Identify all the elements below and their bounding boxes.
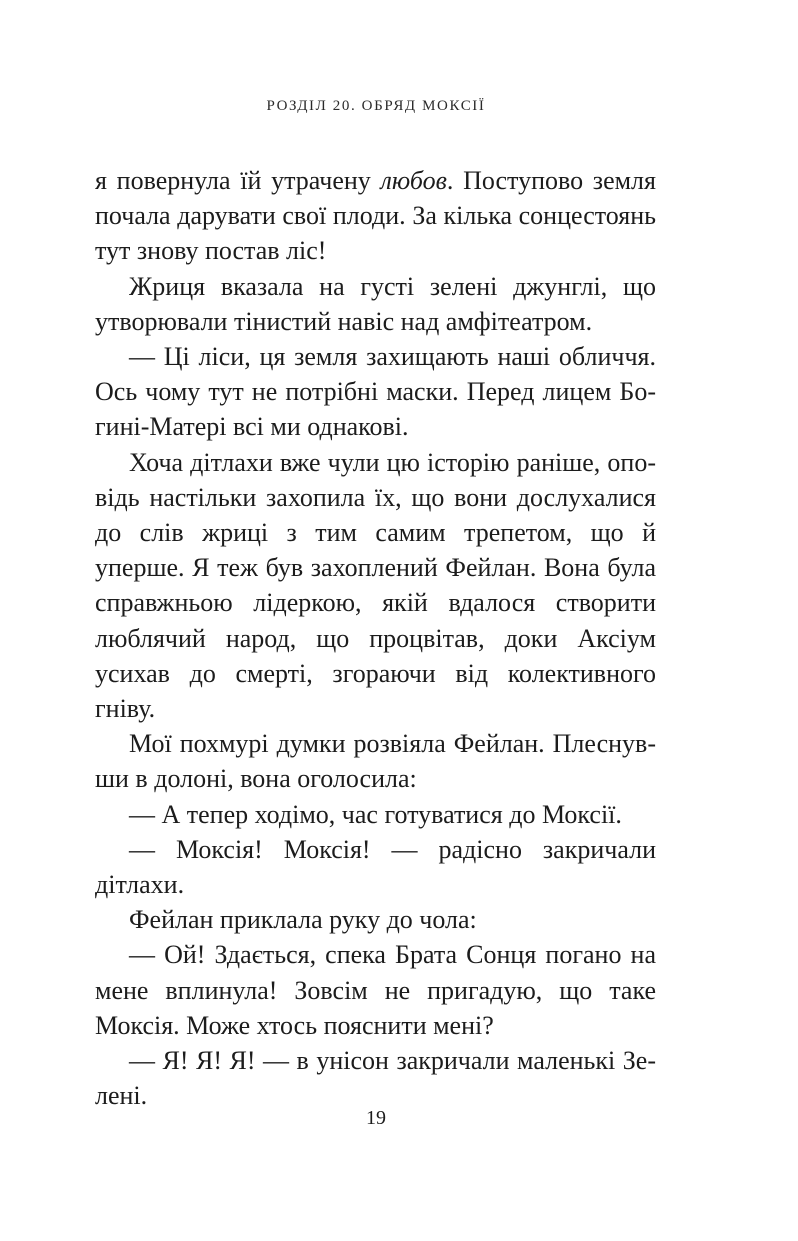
paragraph: — Я! Я! Я! — в унісон закричали маленькі Зелені. [95,1046,656,1111]
paragraph: — Моксія! Моксія! — радісно закричали дітлахи. [95,834,656,900]
body-text [95,163,656,1113]
paragraph: — А тепер ходімо, час готуватися до Моксії. [129,799,622,829]
paragraph [95,163,656,269]
paragraph-text: . Поступово земля почала дарувати свої плоди. За кілька сонцестоянь тут знову постав ліс! [95,166,656,266]
paragraph: — Ой! Здається, спека Брата Сонця погано на мене вплинула! Зовсім не пригадую, що таке Моксія. Може хтось пояснити мені? [95,940,656,1040]
paragraph: Мої похмурі думки розвіяла Фейлан. Плеснувши в долоні, вона оголосила: [95,729,656,794]
paragraph: Жриця вказала на густі зелені джунглі, що утворювали тінистий навіс над амфітеатром. [95,271,656,336]
paragraph: Хоча дітлахи вже чули цю історію раніше, оповідь настільки захопила їх, що вони дослухалися до слів жриці з тим самим трепетом, що й уперше. Я теж був захоплений Фейлан. Вона була справжньою лідеркою, якій вдалося створити люблячий народ, що процвітав, доки Аксіум усихав до смерті, згораючи від колективного гніву. [95,447,656,724]
paragraph: Фейлан приклала руку до чола: [129,905,477,935]
running-head: РОЗДІЛ 20. ОБРЯД МОКСІЇ [266,98,486,114]
paragraph: — Ці ліси, ця земля захищають наші обличчя. Ось чому тут не потрібні маски. Перед лицем Богині-Матері всі ми однакові. [95,342,656,442]
page-number: 19 [366,1107,386,1129]
emphasized-word: любов [380,166,447,195]
paragraph-text: я повернула їй утрачену [95,166,381,195]
